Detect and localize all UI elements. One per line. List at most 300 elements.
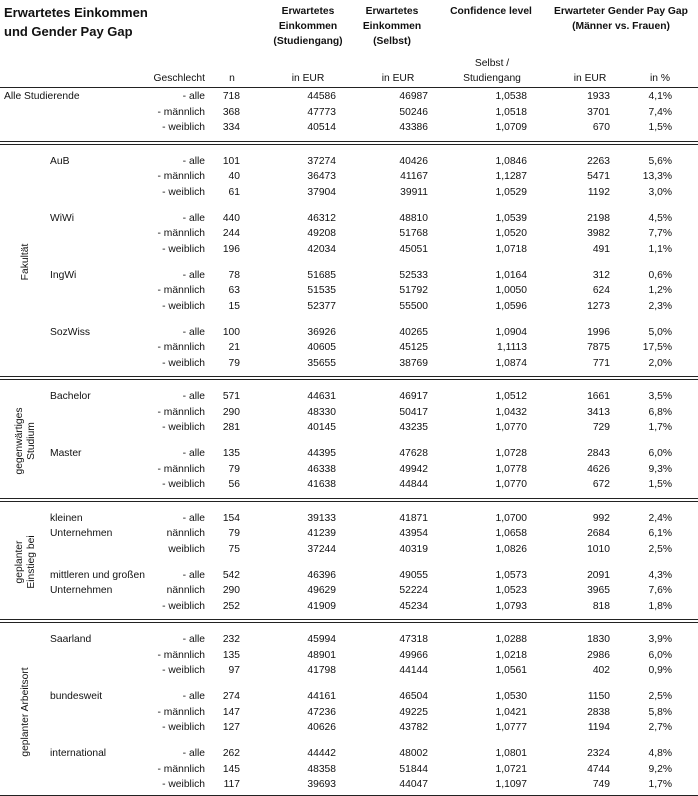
cell-geschlecht: weiblich [168, 543, 205, 555]
header-gap-line: Erwarteter Gender Pay Gap [554, 6, 688, 17]
cell-gap-percent: 1,1% [648, 243, 672, 255]
cell-confidence: 1,0421 [495, 706, 527, 718]
header-confidence [436, 4, 546, 19]
cell-geschlecht: - weiblich [162, 479, 205, 490]
cell-income-selbst: 48810 [399, 212, 428, 224]
section-label-line: geplanter [14, 540, 25, 584]
cell-gap-eur: 1830 [587, 634, 610, 645]
group-label: Alle Studierende [4, 91, 80, 102]
cell-confidence: 1,0793 [495, 600, 527, 612]
cell-confidence: 1,0904 [495, 326, 527, 338]
cell-gap-eur: 2263 [587, 155, 610, 167]
subheader-percent-gap: in % [649, 73, 671, 84]
cell-income-selbst: 49055 [399, 569, 428, 581]
cell-income-studiengang: 41909 [307, 600, 336, 612]
cell-geschlecht: - alle [182, 512, 205, 524]
cell-confidence: 1,0050 [495, 285, 527, 296]
section-label [14, 407, 38, 474]
cell-gap-percent: 4,1% [648, 91, 672, 102]
cell-confidence: 1,0658 [495, 528, 527, 539]
cell-n: 542 [222, 569, 240, 581]
cell-confidence: 1,0826 [495, 543, 527, 555]
cell-n: 232 [222, 634, 240, 645]
cell-income-studiengang: 51685 [307, 269, 336, 281]
subheader-ratio [446, 56, 538, 86]
cell-income-studiengang: 44631 [307, 391, 336, 402]
cell-n: 244 [222, 228, 240, 239]
cell-confidence: 1,0778 [495, 463, 527, 475]
cell-gap-percent: 4,5% [648, 212, 672, 224]
cell-geschlecht: - alle [182, 748, 205, 759]
cell-income-selbst: 44144 [399, 665, 428, 676]
cell-geschlecht: - weiblich [162, 779, 205, 790]
cell-gap-eur: 3982 [587, 228, 610, 239]
cell-confidence: 1,0512 [495, 391, 527, 402]
cell-income-studiengang: 49208 [307, 228, 336, 239]
cell-gap-eur: 312 [592, 269, 610, 281]
cell-geschlecht: - weiblich [162, 300, 205, 312]
cell-confidence: 1,0718 [495, 243, 527, 255]
cell-geschlecht: nännlich [166, 585, 205, 596]
header-gender-pay-gap [544, 4, 698, 34]
cell-gap-eur: 1273 [587, 300, 610, 312]
cell-geschlecht: - alle [182, 634, 205, 645]
cell-confidence: 1,0700 [495, 512, 527, 524]
cell-geschlecht: - weiblich [162, 600, 205, 612]
cell-gap-eur: 670 [592, 122, 610, 133]
cell-geschlecht: - männlich [157, 406, 205, 418]
cell-income-selbst: 46917 [399, 391, 428, 402]
cell-gap-eur: 749 [592, 779, 610, 790]
section-label-line: Einstieg bei [26, 535, 37, 589]
cell-gap-eur: 402 [592, 665, 610, 676]
cell-geschlecht: - alle [182, 269, 205, 281]
cell-gap-percent: 2,3% [648, 300, 672, 312]
header-selbst-line: Erwartetes [365, 6, 419, 17]
cell-gap-eur: 992 [592, 512, 610, 524]
cell-confidence: 1,0709 [495, 122, 527, 133]
cell-n: 15 [228, 300, 240, 312]
cell-income-selbst: 47628 [399, 448, 428, 459]
cell-income-studiengang: 44395 [307, 448, 336, 459]
cell-n: 281 [222, 422, 240, 433]
cell-n: 135 [222, 649, 240, 661]
cell-income-selbst: 43386 [399, 122, 428, 133]
cell-income-studiengang: 41638 [307, 479, 336, 490]
group-label: SozWiss [50, 326, 91, 338]
cell-gap-percent: 7,4% [648, 106, 672, 118]
cell-geschlecht: - alle [182, 326, 205, 338]
subheader-eur-studiengang: in EUR [291, 73, 325, 84]
cell-gap-eur: 771 [592, 357, 610, 369]
cell-income-studiengang: 46312 [307, 212, 336, 224]
cell-income-selbst: 41871 [399, 512, 428, 524]
cell-income-selbst: 55500 [399, 300, 428, 312]
cell-geschlecht: - alle [182, 155, 205, 167]
cell-n: 368 [222, 106, 240, 118]
cell-gap-eur: 1933 [587, 91, 610, 102]
cell-income-selbst: 41167 [400, 171, 428, 182]
cell-geschlecht: - männlich [157, 285, 205, 296]
cell-n: 21 [228, 342, 240, 353]
cell-geschlecht: - männlich [157, 171, 205, 182]
cell-income-studiengang: 39133 [307, 512, 336, 524]
subheader-ratio-line: Studiengang [463, 73, 521, 84]
cell-confidence: 1,0432 [495, 406, 527, 418]
cell-gap-percent: 3,5% [648, 391, 672, 402]
cell-gap-eur: 4744 [587, 763, 610, 775]
header-studiengang [258, 4, 358, 49]
cell-n: 440 [222, 212, 240, 224]
cell-gap-eur: 2986 [587, 649, 610, 661]
cell-gap-percent: 1,8% [648, 600, 672, 612]
cell-gap-percent: 1,2% [648, 285, 672, 296]
cell-gap-percent: 2,5% [648, 543, 672, 555]
cell-gap-eur: 2091 [587, 569, 610, 581]
group-label-line2: Unternehmen [50, 585, 113, 596]
cell-n: 135 [222, 448, 240, 459]
cell-geschlecht: - weiblich [162, 722, 205, 733]
table-bottom-rule [0, 795, 698, 796]
cell-n: 145 [222, 763, 240, 775]
cell-gap-eur: 2838 [587, 706, 610, 718]
cell-gap-eur: 1194 [587, 722, 610, 733]
subheader-ratio-line: Selbst / [474, 58, 510, 69]
cell-n: 61 [228, 186, 240, 198]
cell-n: 147 [222, 706, 240, 718]
cell-gap-percent: 0,6% [648, 269, 672, 281]
cell-income-studiengang: 48901 [307, 649, 336, 661]
cell-confidence: 1,0596 [495, 300, 527, 312]
cell-income-selbst: 43954 [399, 528, 428, 539]
cell-gap-percent: 17,5% [642, 342, 672, 353]
cell-income-selbst: 46504 [399, 691, 428, 702]
cell-gap-percent: 9,2% [648, 763, 672, 775]
cell-gap-percent: 3,0% [648, 186, 672, 198]
cell-income-selbst: 52533 [399, 269, 428, 281]
cell-gap-eur: 2198 [587, 212, 610, 224]
cell-income-selbst: 44047 [399, 779, 428, 790]
cell-gap-eur: 672 [592, 479, 610, 490]
cell-income-selbst: 45051 [399, 243, 428, 255]
cell-income-studiengang: 48330 [307, 406, 336, 418]
cell-confidence: 1,0874 [495, 357, 527, 369]
cell-gap-eur: 729 [592, 422, 610, 433]
cell-n: 63 [228, 285, 240, 296]
cell-income-studiengang: 36473 [307, 171, 336, 182]
cell-income-selbst: 45125 [399, 342, 428, 353]
cell-income-studiengang: 44161 [307, 691, 336, 702]
cell-income-studiengang: 37244 [307, 543, 336, 555]
section-divider [0, 376, 698, 380]
cell-confidence: 1,0801 [495, 748, 527, 759]
group-label: Bachelor [50, 391, 91, 402]
cell-gap-eur: 491 [592, 243, 610, 255]
section-label-line: geplanter Arbeitsort [20, 667, 31, 757]
cell-geschlecht: - alle [182, 569, 205, 581]
cell-gap-percent: 1,7% [648, 779, 672, 790]
cell-income-selbst: 40319 [399, 543, 428, 555]
header-selbst [352, 4, 432, 49]
cell-gap-eur: 2843 [587, 448, 610, 459]
cell-gap-percent: 1,5% [648, 122, 672, 133]
cell-n: 79 [228, 463, 240, 475]
cell-income-selbst: 49942 [399, 463, 428, 475]
cell-geschlecht: - weiblich [162, 422, 205, 433]
cell-geschlecht: - alle [182, 91, 205, 102]
cell-gap-eur: 1996 [587, 326, 610, 338]
cell-n: 101 [222, 155, 240, 167]
cell-gap-eur: 1661 [587, 391, 610, 402]
cell-geschlecht: - männlich [157, 342, 205, 353]
cell-income-studiengang: 40145 [307, 422, 336, 433]
cell-n: 56 [228, 479, 240, 490]
cell-income-selbst: 46987 [399, 91, 428, 102]
cell-geschlecht: - weiblich [162, 357, 205, 369]
header-selbst-line: Einkommen [362, 21, 422, 32]
cell-geschlecht: - alle [182, 391, 205, 402]
cell-n: 40 [228, 171, 240, 182]
section-label [20, 244, 32, 281]
cell-geschlecht: - männlich [157, 106, 205, 118]
cell-n: 196 [222, 243, 240, 255]
section-label-line: Fakultät [20, 243, 31, 281]
cell-confidence: 1,0218 [495, 649, 527, 661]
cell-geschlecht: - männlich [157, 463, 205, 475]
cell-n: 100 [222, 326, 240, 338]
section-label-line: gegenwärtiges [14, 407, 25, 475]
header-gap-line: (Männer vs. Frauen) [572, 21, 670, 32]
cell-confidence: 1,0523 [495, 585, 527, 596]
table-title [4, 3, 148, 41]
cell-income-studiengang: 48358 [307, 763, 336, 775]
header-studiengang-line: (Studiengang) [273, 36, 343, 47]
cell-income-studiengang: 45994 [307, 634, 336, 645]
cell-income-studiengang: 42034 [307, 243, 336, 255]
header-selbst-line: (Selbst) [373, 36, 411, 47]
cell-confidence: 1,0288 [495, 634, 527, 645]
header-confidence-line: Confidence level [450, 6, 532, 17]
cell-n: 252 [222, 600, 240, 612]
cell-income-selbst: 50246 [399, 106, 428, 118]
section-divider [0, 498, 698, 502]
cell-confidence: 1,0573 [495, 569, 527, 581]
cell-n: 718 [222, 91, 240, 102]
cell-income-selbst: 39911 [400, 186, 428, 198]
section-divider [0, 619, 698, 623]
cell-gap-percent: 13,3% [642, 171, 672, 182]
cell-gap-percent: 9,3% [648, 463, 672, 475]
header-studiengang-line: Einkommen [278, 21, 338, 32]
cell-n: 127 [222, 722, 240, 733]
cell-gap-percent: 4,3% [648, 569, 672, 581]
cell-confidence: 1,0164 [495, 269, 527, 281]
cell-confidence: 1,0728 [495, 448, 527, 459]
cell-gap-percent: 7,6% [648, 585, 672, 596]
cell-gap-percent: 1,5% [648, 479, 672, 490]
cell-geschlecht: - alle [182, 691, 205, 702]
cell-gap-eur: 1192 [587, 186, 610, 198]
cell-confidence: 1,1097 [495, 779, 527, 790]
group-label: kleinen [50, 512, 83, 524]
cell-confidence: 1,0777 [495, 722, 527, 733]
cell-geschlecht: - alle [182, 448, 205, 459]
cell-gap-eur: 2324 [587, 748, 610, 759]
cell-gap-eur: 3413 [587, 406, 610, 418]
cell-income-studiengang: 51535 [307, 285, 336, 296]
cell-income-selbst: 40426 [399, 155, 428, 167]
subheader-n: n [229, 73, 235, 84]
cell-income-studiengang: 37274 [307, 155, 336, 167]
cell-gap-percent: 6,8% [648, 406, 672, 418]
cell-income-studiengang: 49629 [307, 585, 336, 596]
cell-income-studiengang: 39693 [307, 779, 336, 790]
cell-n: 290 [222, 585, 240, 596]
cell-income-studiengang: 46338 [307, 463, 336, 475]
cell-confidence: 1,0770 [495, 479, 527, 490]
cell-gap-percent: 1,7% [648, 422, 672, 433]
cell-gap-eur: 2684 [587, 528, 610, 539]
cell-gap-eur: 1150 [587, 691, 610, 702]
cell-gap-eur: 5471 [587, 171, 610, 182]
cell-n: 334 [222, 122, 240, 133]
cell-geschlecht: - männlich [157, 228, 205, 239]
group-label: IngWi [50, 269, 77, 281]
subheader-geschlecht: Geschlecht [153, 73, 205, 84]
cell-n: 79 [228, 528, 240, 539]
cell-income-selbst: 45234 [399, 600, 428, 612]
cell-income-selbst: 43235 [399, 422, 428, 433]
section-label-line: Studium [26, 421, 37, 460]
cell-income-selbst: 52224 [399, 585, 428, 596]
title-line-2: und Gender Pay Gap [4, 24, 133, 39]
cell-n: 290 [222, 406, 240, 418]
cell-geschlecht: - weiblich [162, 186, 205, 198]
cell-n: 571 [222, 391, 240, 402]
cell-income-studiengang: 40626 [307, 722, 336, 733]
cell-n: 262 [222, 748, 240, 759]
cell-income-selbst: 48002 [399, 748, 428, 759]
section-divider [0, 141, 698, 145]
cell-income-studiengang: 52377 [307, 300, 336, 312]
cell-geschlecht: - alle [182, 212, 205, 224]
subheader-eur-gap: in EUR [573, 73, 607, 84]
cell-income-studiengang: 40605 [307, 342, 336, 353]
group-label: bundesweit [50, 691, 103, 702]
cell-gap-eur: 1010 [587, 543, 610, 555]
cell-income-studiengang: 47236 [307, 706, 336, 718]
cell-gap-percent: 6,1% [648, 528, 672, 539]
cell-gap-percent: 2,5% [648, 691, 672, 702]
cell-income-studiengang: 47773 [307, 106, 336, 118]
cell-income-selbst: 51768 [399, 228, 428, 239]
cell-confidence: 1,0530 [495, 691, 527, 702]
cell-gap-percent: 7,7% [648, 228, 672, 239]
cell-gap-percent: 0,9% [648, 665, 672, 676]
cell-gap-percent: 5,6% [648, 155, 672, 167]
cell-income-selbst: 49966 [399, 649, 428, 661]
cell-income-selbst: 47318 [399, 634, 428, 645]
cell-income-selbst: 40265 [399, 326, 428, 338]
cell-gap-percent: 6,0% [648, 649, 672, 661]
cell-geschlecht: - weiblich [162, 665, 205, 676]
cell-gap-percent: 3,9% [648, 634, 672, 645]
cell-geschlecht: nännlich [166, 528, 205, 539]
cell-income-studiengang: 41798 [307, 665, 336, 676]
cell-geschlecht: - männlich [157, 706, 205, 718]
group-label-line2: Unternehmen [50, 528, 113, 539]
cell-gap-percent: 4,8% [648, 748, 672, 759]
cell-gap-percent: 5,8% [648, 706, 672, 718]
cell-income-studiengang: 35655 [307, 357, 336, 369]
cell-income-studiengang: 36926 [307, 326, 336, 338]
cell-income-selbst: 50417 [399, 406, 428, 418]
cell-income-selbst: 38769 [399, 357, 428, 369]
group-label: international [50, 748, 107, 759]
cell-gap-percent: 2,4% [648, 512, 672, 524]
group-label: mittleren und großen [50, 569, 146, 581]
cell-income-studiengang: 41239 [307, 528, 336, 539]
cell-confidence: 1,0561 [495, 665, 527, 676]
group-label: Saarland [50, 634, 92, 645]
cell-gap-eur: 7875 [587, 342, 610, 353]
cell-income-studiengang: 37904 [307, 186, 336, 198]
cell-income-selbst: 51844 [399, 763, 428, 775]
cell-gap-eur: 624 [592, 285, 610, 296]
header-divider [0, 87, 698, 88]
group-label: AuB [50, 155, 70, 167]
cell-income-selbst: 44844 [399, 479, 428, 490]
cell-n: 79 [228, 357, 240, 369]
cell-confidence: 1,0539 [495, 212, 527, 224]
cell-income-selbst: 43782 [399, 722, 428, 733]
cell-gap-eur: 3701 [587, 106, 610, 118]
cell-income-studiengang: 40514 [307, 122, 336, 133]
cell-income-selbst: 51792 [399, 285, 428, 296]
cell-confidence: 1,0770 [495, 422, 527, 433]
group-label: WiWi [50, 212, 75, 224]
cell-gap-eur: 4626 [587, 463, 610, 475]
section-label [14, 536, 38, 589]
section-label [20, 668, 32, 757]
cell-confidence: 1,0520 [495, 228, 527, 239]
cell-confidence: 1,0538 [495, 91, 527, 102]
cell-geschlecht: - weiblich [162, 243, 205, 255]
cell-confidence: 1,0721 [495, 763, 527, 775]
cell-confidence: 1,0846 [495, 155, 527, 167]
subheader-eur-selbst: in EUR [381, 73, 415, 84]
cell-confidence: 1,1287 [495, 171, 527, 182]
header-studiengang-line: Erwartetes [281, 6, 335, 17]
cell-gap-eur: 818 [592, 600, 610, 612]
cell-geschlecht: - männlich [157, 649, 205, 661]
cell-income-studiengang: 44442 [307, 748, 336, 759]
cell-income-selbst: 49225 [399, 706, 428, 718]
cell-gap-eur: 3965 [587, 585, 610, 596]
cell-gap-percent: 5,0% [648, 326, 672, 338]
group-label: Master [50, 448, 82, 459]
cell-gap-percent: 2,0% [648, 357, 672, 369]
cell-n: 78 [228, 269, 240, 281]
cell-n: 117 [223, 779, 240, 790]
cell-n: 75 [228, 543, 240, 555]
cell-geschlecht: - weiblich [162, 122, 205, 133]
cell-confidence: 1,0529 [495, 186, 527, 198]
cell-confidence: 1,0518 [495, 106, 527, 118]
cell-income-studiengang: 46396 [307, 569, 336, 581]
cell-n: 154 [222, 512, 240, 524]
cell-n: 274 [222, 691, 240, 702]
